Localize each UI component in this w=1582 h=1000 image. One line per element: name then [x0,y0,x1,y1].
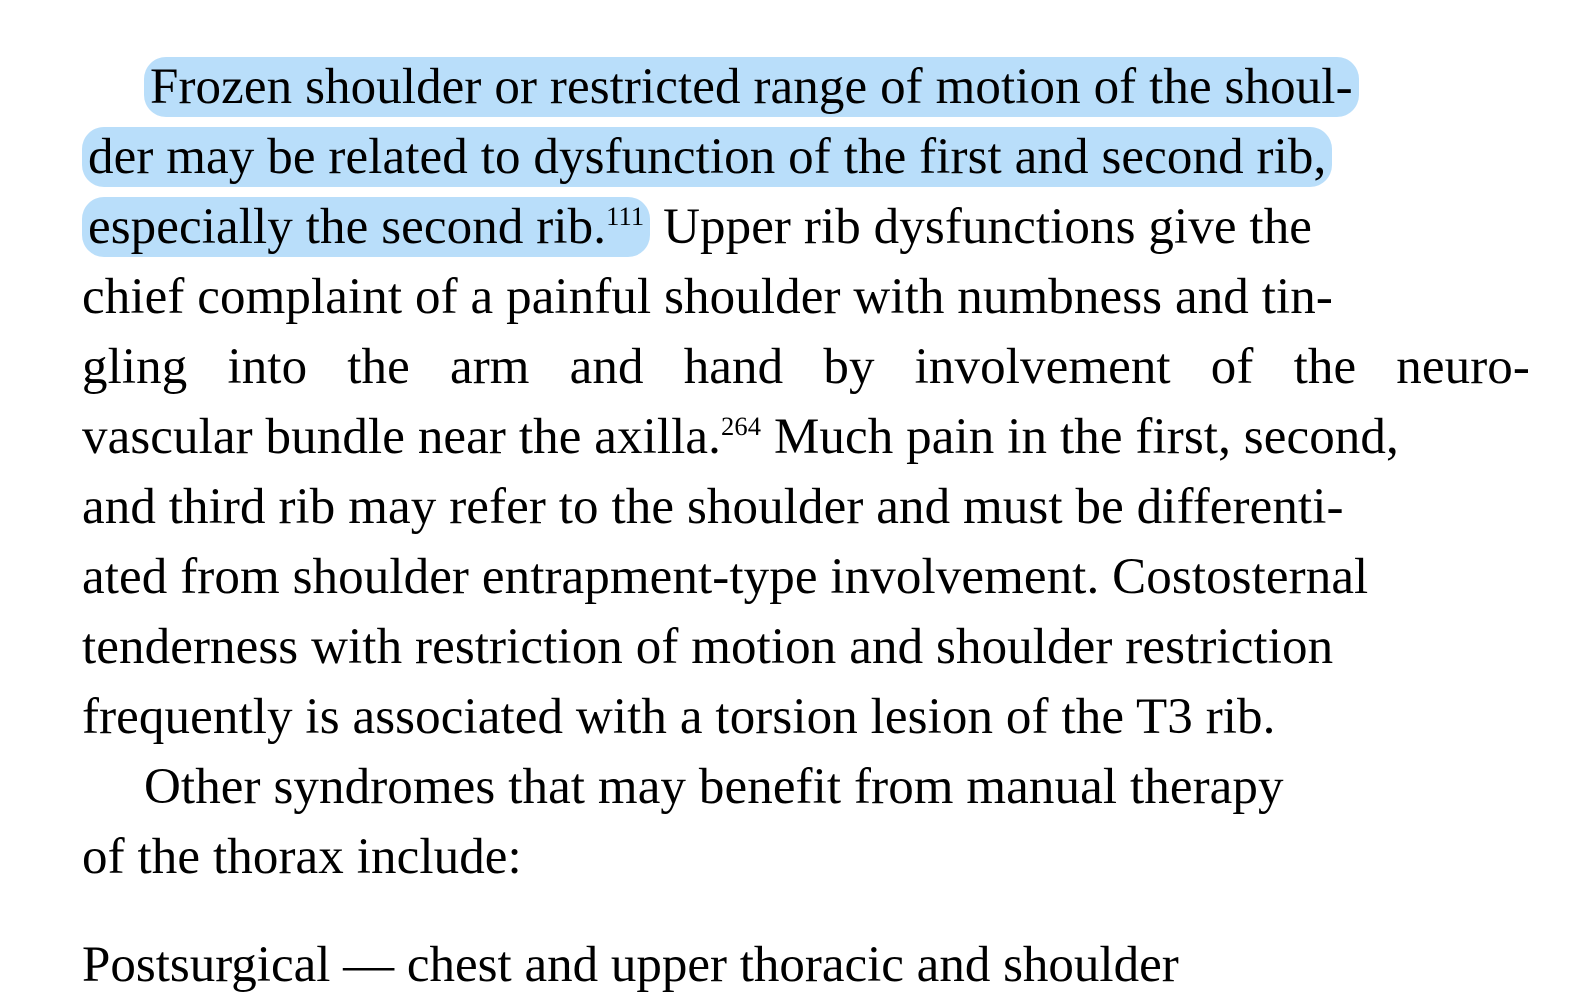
text-line [82,402,1530,472]
text-word: hand [683,339,784,395]
text-run: chief complaint of a painful shoulder with numbness and tin- [82,269,1333,325]
text-word: of [1210,339,1254,395]
text-run: ated from shoulder entrapment-type involvement. Costosternal [82,549,1369,605]
text-line [82,52,1530,122]
text-run: Upper rib dysfunctions give the [663,199,1313,255]
text-word: arm [449,339,530,395]
text-line [82,192,1530,262]
clipped-text: Postsurgical — chest and upper thoracic and shoulder [82,937,1179,993]
text-line [82,822,1530,892]
text-run: and third rib may refer to the shoulder and must be differenti- [82,479,1344,535]
text-line [82,612,1530,682]
highlighted-text [82,197,650,257]
highlighted-text-run: especially the second rib. [88,199,607,255]
text-line [82,752,1530,822]
text-line [82,122,1530,192]
paragraph-other-syndromes [82,752,1530,892]
text-word: neuro- [1396,339,1530,395]
highlighted-text: Frozen shoulder or restricted range of motion of the shoul- [144,57,1359,117]
text-word: and [569,339,644,395]
text-word: gling [82,339,188,395]
paragraph-frozen-shoulder [82,52,1530,752]
text-run: tenderness with restriction of motion and shoulder restriction [82,619,1334,675]
text-word: into [227,339,308,395]
text-run: of the thorax include: [82,829,522,885]
text-line [82,682,1530,752]
text-run: vascular bundle near the axilla. [82,409,722,465]
text-run: Other syndromes that may benefit from manual therapy [144,759,1284,815]
text-line [82,472,1530,542]
text-word: the [347,339,410,395]
text-line [82,332,1530,402]
text-word: by [823,339,875,395]
text-word: involvement [914,339,1171,395]
highlighted-text: der may be related to dysfunction of the first and second rib, [82,127,1332,187]
text-run: Much pain in the first, second, [773,409,1399,465]
footnote-ref-264: 264 [721,411,762,441]
clipped-list-item [82,937,1502,1000]
text-line [82,262,1530,332]
footnote-ref-111: 111 [606,201,645,231]
text-line [82,542,1530,612]
text-word: the [1293,339,1357,395]
text-run: frequently is associated with a torsion lesion of the T3 rib. [82,689,1276,745]
